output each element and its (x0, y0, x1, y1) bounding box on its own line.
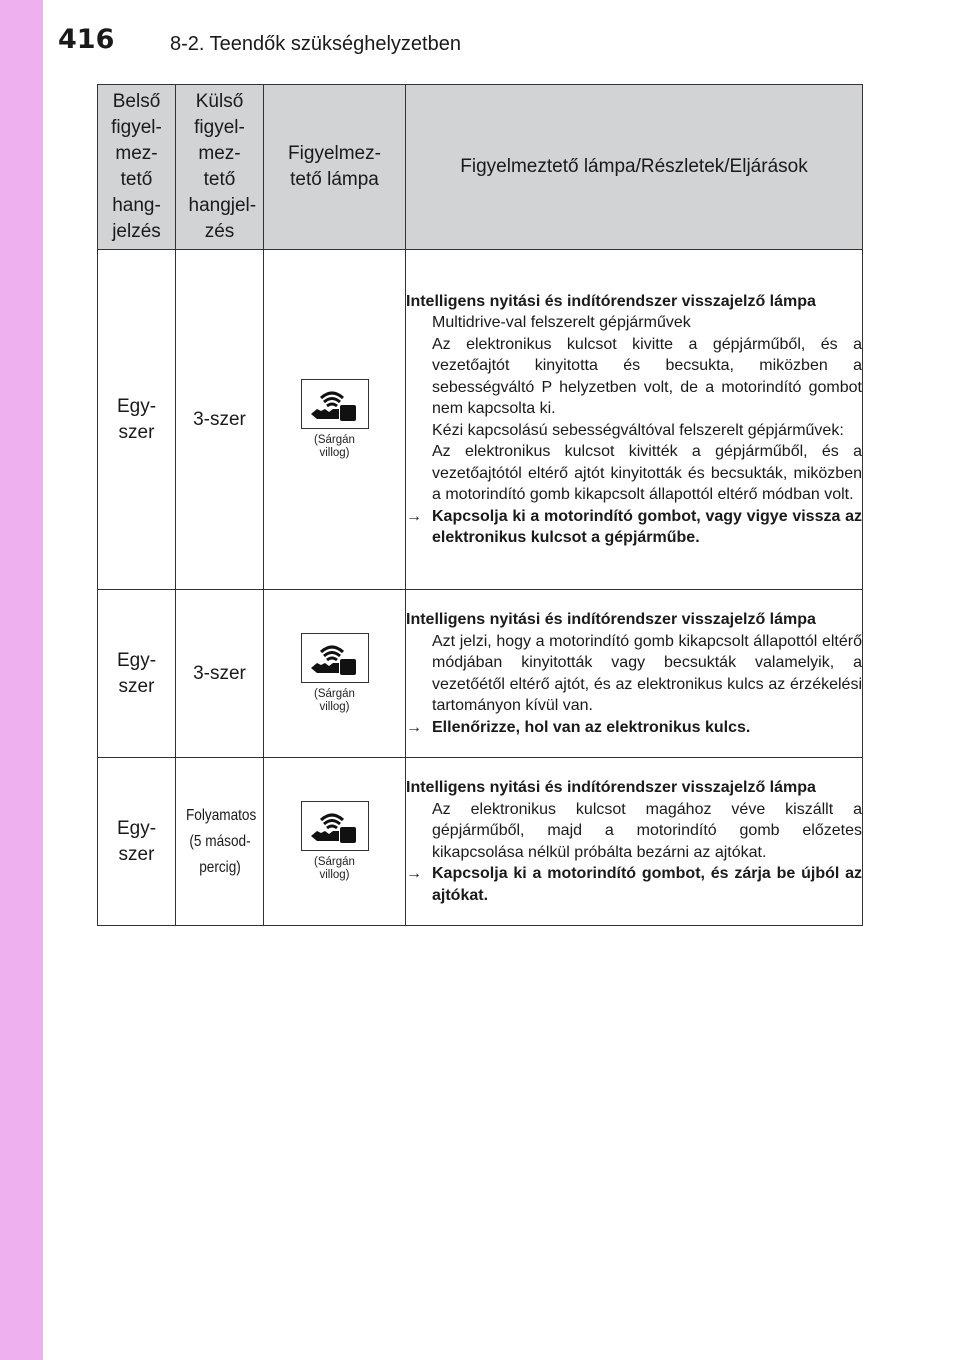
details-cell (406, 758, 863, 926)
detail-paragraph: Multidrive-val felszerelt gépjárművek (432, 314, 691, 331)
table-header-row (98, 85, 863, 250)
header-external-buzzer: Külső figyel-mez-tető hangjel-zés (176, 85, 264, 250)
smart-key-warning-icon (301, 379, 369, 429)
internal-buzzer-cell: Egy-szer (98, 758, 176, 926)
details-cell (406, 250, 863, 590)
table-row (98, 758, 863, 926)
icon-caption: (Sárgán villog) (314, 433, 355, 459)
arrow-icon: → (406, 507, 422, 525)
table-row (98, 590, 863, 758)
detail-paragraph: Az elektronikus kulcsot kivitte a gépjárműből, és a vezetőajtót kinyitotta és becsukta, miközben a sebességváltó P helyzetben volt, de a motorindító gombot nem kapcsolta ki. (432, 335, 862, 417)
warning-light-cell (264, 250, 406, 590)
warning-light-cell (264, 590, 406, 758)
external-buzzer-cell: 3-szer (176, 590, 264, 758)
table-row (98, 250, 863, 590)
icon-caption: (Sárgán villog) (314, 687, 355, 713)
detail-title: Intelligens nyitási és indítórendszer visszajelző lámpa (406, 779, 816, 796)
detail-paragraph: Azt jelzi, hogy a motorindító gomb kikapcsolt állapottól eltérő módjában kinyitották vagy becsukták valamelyik, a vezetőétől eltérő ajtót, és az elektronikus kulcs az érzékelési tartományon kívül van. (432, 632, 862, 714)
internal-buzzer-cell: Egy-szer (98, 590, 176, 758)
internal-buzzer-cell: Egy-szer (98, 250, 176, 590)
header-details: Figyelmeztető lámpa/Részletek/Eljárások (406, 85, 863, 250)
header-internal-buzzer: Belső figyel-mez-tető hang-jelzés (98, 85, 176, 250)
chapter-color-strip (0, 0, 43, 1360)
smart-key-warning-icon (301, 633, 369, 683)
external-buzzer-cell: 3-szer (176, 250, 264, 590)
detail-paragraph: Az elektronikus kulcsot magához véve kiszállt a gépjárműből, majd a motorindító gomb előzetes kikapcsolása nélkül próbálta bezárni az ajtókat. (432, 800, 862, 861)
section-title: 8-2. Teendők szükséghelyzetben (170, 33, 461, 55)
page-number: 416 (58, 24, 115, 55)
details-cell (406, 590, 863, 758)
external-buzzer-cell: Folyamatos (5 másod-percig) (176, 758, 264, 926)
smart-key-warning-icon (301, 801, 369, 851)
detail-paragraph: Az elektronikus kulcsot kivitték a gépjárműből, és a vezetőajtótól eltérő ajtót kinyitották és becsukták, miközben a motorindító gomb kikapcsolt állapottól eltérő módban volt. (432, 443, 862, 503)
detail-action: → Kapcsolja ki a motorindító gombot, és zárja be újból az ajtókat. (406, 863, 862, 906)
detail-title: Intelligens nyitási és indítórendszer visszajelző lámpa (406, 292, 816, 310)
icon-caption: (Sárgán villog) (314, 855, 355, 881)
header-warning-light: Figyelmez-tető lámpa (264, 85, 406, 250)
warning-light-cell (264, 758, 406, 926)
detail-action: → Ellenőrizze, hol van az elektronikus kulcs. (406, 717, 862, 739)
warning-table (97, 84, 863, 926)
arrow-icon: → (406, 718, 422, 736)
detail-title: Intelligens nyitási és indítórendszer visszajelző lámpa (406, 611, 816, 628)
arrow-icon: → (406, 865, 422, 882)
detail-action: → Kapcsolja ki a motorindító gombot, vagy vigye vissza az elektronikus kulcsot a gépjárműbe. (406, 506, 862, 549)
detail-paragraph: Kézi kapcsolású sebességváltóval felszerelt gépjárművek: (432, 421, 844, 439)
